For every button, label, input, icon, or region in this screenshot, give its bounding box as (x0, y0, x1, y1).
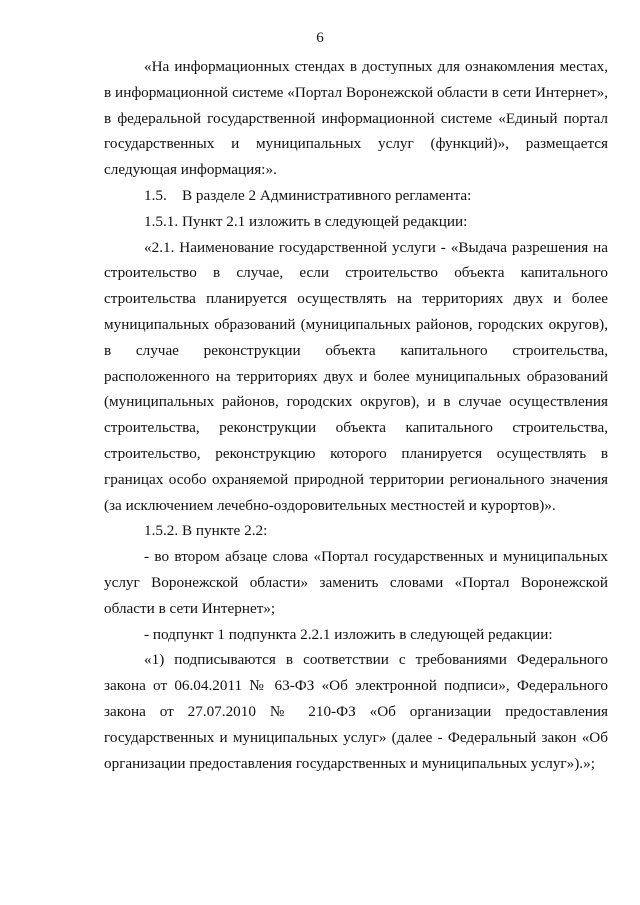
paragraph-2-1: «2.1. Наименование государственной услуги - «Выдача разрешения на строительство в случае, если строительство объекта капитального строительства планируется осуществлять на территориях двух и более муниципальных образований (муниципальных районов, городских округов), в случае реконструкции объекта капитального строительства, расположенного на территориях двух и более муниципальных образований (муниципальных районов, городских округов), и в случае осуществления строительства, реконструкции объекта капитального строительства, строительство, реконструкцию которого планируется осуществлять в границах особо охраняемой природной территории регионального значения (за исключением лечебно-оздоровительных местностей и курортов)». (104, 238, 608, 514)
paragraph-info-stands: «На информационных стендах в доступных для ознакомления местах, в информационной системе «Портал Воронежской области в сети Интернет», в федеральной государственной информационной системе «Единый портал государственных и муниципальных услуг (функций)», размещается следующая информация:». (104, 58, 608, 179)
paragraph-subitem-1: - подпункт 1 подпункта 2.2.1 изложить в следующей редакции: (144, 625, 553, 643)
paragraph-1-5: 1.5. В разделе 2 Административного регламента: (144, 186, 472, 204)
paragraph-signature-requirements: «1) подписываются в соответствии с требованиями Федерального закона от 06.04.2011 № 63-ФЗ «Об электронной подписи», Федерального закона от 27.07.2010 № 210-ФЗ «Об организации предоставления государственных и муниципальных услуг» (далее - Федеральный закон «Об организации предоставления государственных и муниципальных услуг»).»; (104, 651, 608, 772)
document-body (104, 54, 608, 776)
paragraph-1-5-1: 1.5.1. Пункт 2.1 изложить в следующей редакции: (144, 212, 468, 230)
page-number: 6 (316, 30, 324, 46)
paragraph-1-5-2: 1.5.2. В пункте 2.2: (144, 522, 268, 540)
paragraph-second-clause: - во втором абзаце слова «Портал государственных и муниципальных услуг Воронежской области» заменить словами «Портал Воронежской области в сети Интернет»; (104, 548, 608, 617)
